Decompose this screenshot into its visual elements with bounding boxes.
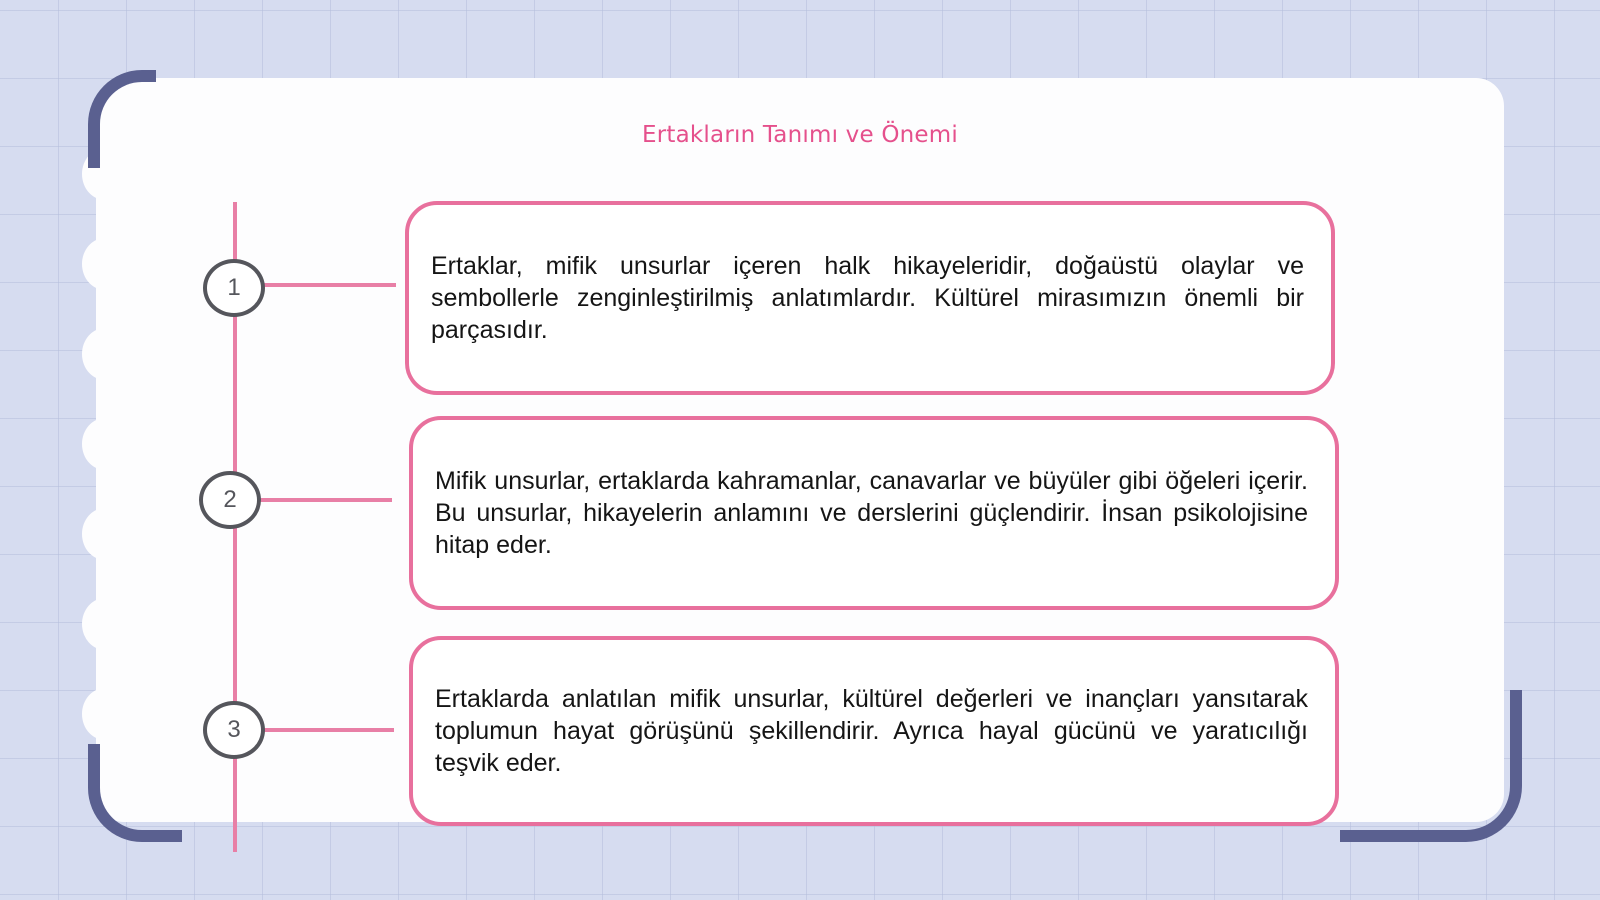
info-box-3 xyxy=(409,636,1339,826)
card-edge-scallop xyxy=(82,598,128,650)
connector-3 xyxy=(262,728,394,732)
card-edge-scallop xyxy=(82,508,128,560)
info-box-2 xyxy=(409,416,1339,610)
connector-2 xyxy=(258,498,392,502)
card-edge-scallop xyxy=(82,418,128,470)
connector-1 xyxy=(262,283,396,287)
corner-bracket-bottom-right xyxy=(1340,690,1522,842)
corner-bracket-bottom-left xyxy=(88,744,182,842)
info-text-3: Ertaklarda anlatılan mifik unsurlar, kültürel değerleri ve inançları yansıtarak toplumun hayat görüşünü şekillendirir. Ayrıca hayal gücünü ve yaratıcılığı teşvik eder. xyxy=(435,685,1308,777)
step-number-1: 1 xyxy=(203,259,265,317)
info-text-2: Mifik unsurlar, ertaklarda kahramanlar, canavarlar ve büyüler gibi öğeleri içerir. Bu unsurlar, hikayelerin anlamını ve derslerini güçlendirir. İnsan psikolojisine hitap eder. xyxy=(435,467,1308,559)
card-edge-scallop xyxy=(82,688,128,740)
step-number-3: 3 xyxy=(203,701,265,759)
corner-bracket-top-left xyxy=(88,70,156,168)
info-text-1: Ertaklar, mifik unsurlar içeren halk hikayeleridir, doğaüstü olaylar ve sembollerle zenginleştirilmiş anlatımlardır. Kültürel mirasımızın önemli bir parçasıdır. xyxy=(431,252,1304,344)
slide-title: Ertakların Tanımı ve Önemi xyxy=(642,122,958,148)
card-edge-scallop xyxy=(82,328,128,380)
step-number-2: 2 xyxy=(199,471,261,529)
info-box-1 xyxy=(405,201,1335,395)
card-edge-scallop xyxy=(82,238,128,290)
